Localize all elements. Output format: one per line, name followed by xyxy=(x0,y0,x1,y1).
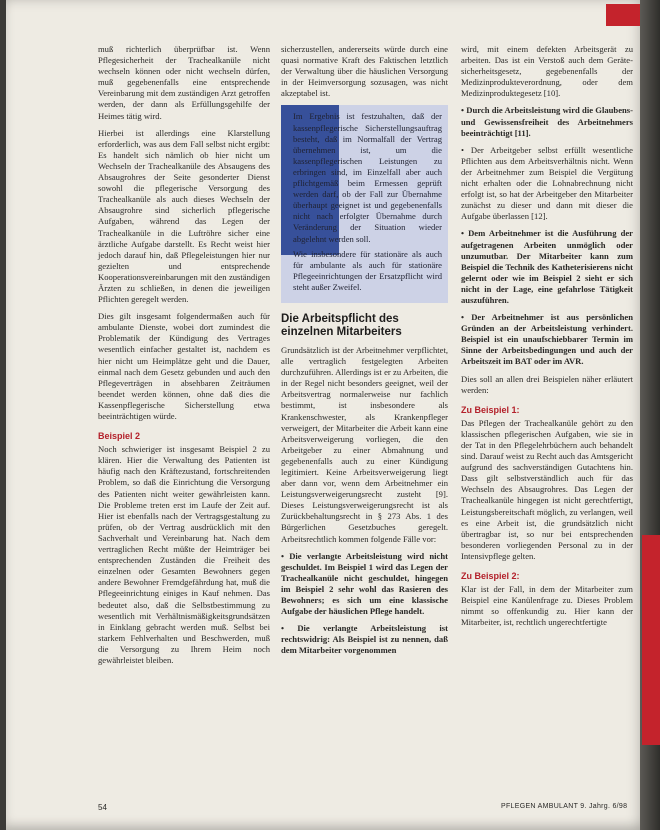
column-left xyxy=(98,44,270,672)
paragraph: Hierbei ist allerdings eine Klarstellung erforderlich, was aus dem Fall selbst nicht ergibt: Es handelt sich nämlich ob hier nicht um Wechseln der Trachealkanüle des Absaugens des Absaugrohres der Seite gesonderter Dienst sowohl die pflegerische Versorgung des Trachealkanüle als auch dieses Wechseln der Absaugrohre sind sicherlich pflegerische Aufgaben, während das Legen der Trachealkanüle in die Luftröhre sicher eine ärztliche Aufgabe darstellt. Es Recht weist hier jedoch darauf hin, daß Pflegeleistungen hier nur gezielten und entsprechende Kooperationsvereinbarungen mit den zuständigen Ärzten zu schließen, in denen die jeweiligen Pflichten geregelt werden. xyxy=(98,127,270,305)
bullet-item: • Die verlangte Arbeitsleistung wird nicht geschuldet. Im Beispiel 1 wird das Legen der Trachealkanüle nicht geschuldet, hingegen im Beispiel 2 sehr wohl das Rasieren des Bewohners; es sich um eine klassische Aufgabe der häuslichen Pflege handelt. xyxy=(281,550,448,617)
bullet-item: • Durch die Arbeitsleistung wird die Glaubens- und Gewissensfreiheit des Arbeitnehmers beeinträchtigt [11]. xyxy=(461,105,633,138)
document-page xyxy=(6,0,646,830)
box-paragraph: Im Ergebnis ist festzuhalten, daß der kassenpflegerische Sicherstellungsauftrag besteht, daß im Normalfall der Vertrag übernehmen ist, um die kassenpflegerischen Leistungen zu erbringen sind, im Einzelfall aber auch pflichtgemäß beim Ermessen geprüft werden darf, ob der Fall zur Übernahme überhaupt geeignet ist und gegebenenfalls nicht nach erfolgter Übernahme durch Veränderung der Situation wieder abgelehnt werden soll. xyxy=(293,111,442,244)
red-index-tab xyxy=(642,535,660,745)
paragraph: sicherzustellen, andererseits würde durch eine quasi normative Kraft des Faktischen letztlich der Verwaltung über die häuslichen Versorgung in der Heimversorgung sozusagen, was nicht akzeptabel ist. xyxy=(281,44,448,99)
bullet-item: • Dem Arbeitnehmer ist die Ausführung der aufgetragenen Arbeiten unmöglich oder unzumutbar. Der Mitarbeiter kann zum Beispiel die Technik des Katheterisierens nicht gelernt oder wie im Beispiel 2 sieht er sich nicht in der Lage, eine gefahrlose Tätigkeit auszuführen. xyxy=(461,228,633,305)
paragraph: muß richterlich überprüfbar ist. Wenn Pflegesicherheit der Trachealkanüle nicht wechseln können oder nicht wechseln dürfen, muß gegebenenfalls eine entsprechende Vereinbarung mit dem zuständigen Arzt getroffen werden, der dann als Erfüllungsgehilfe der Heimes tätig wird. xyxy=(98,44,270,121)
paragraph: Das Pflegen der Trachealkanüle gehört zu den klassischen pflegerischen Aufgaben, wie sie in der Tat in den Pflegelehrbüchern auch behandelt sind. Darauf weist zu Recht auch das Amtsgericht aufgrund des sachverständigen Gutachtens hin. Dass gilt selbstverständlich auch für das Wechseln des Absaugrohres. Das Legen der Trachealkanüle hingegen ist nicht gerechtfertigt, Leistungsbereitschaft möglich, zu verlangen, weil es eine Arbeit ist, die grundsätzlich nicht übertragbar ist, so nur bei entsprechenden besonderen vorliegenden Personal zu in der Intensivpflege gelten. xyxy=(461,417,633,561)
journal-footer: PFLEGEN AMBULANT 9. Jahrg. 6/98 xyxy=(501,803,628,810)
paragraph: Dies soll an allen drei Beispielen näher erläutert werden: xyxy=(461,373,633,395)
subheading-beispiel-2: Zu Beispiel 2: xyxy=(461,571,520,582)
bullet-item: • Die verlangte Arbeitsleistung ist rechtswidrig: Als Beispiel ist zu nennen, daß dem Mitarbeiter vorgenommen xyxy=(281,623,448,656)
subheading-beispiel-2: Beispiel 2 xyxy=(98,431,141,442)
subheading-beispiel-1: Zu Beispiel 1: xyxy=(461,404,520,415)
box-paragraph: Wie insbesondere für stationäre als auch für ambulante als auch für stationäre Pflegeeinrichtungen der Ersatzpflicht wird steht außer Zweifel. xyxy=(293,248,442,292)
bullet-item: • Der Arbeitgeber selbst erfüllt wesentliche Pflichten aus dem Arbeitsverhältnis nicht. Wenn der Arbeitnehmer zum Beispiel die Vergütung nicht erhalten oder die Lohnabrechnung nicht erfolgt ist, so hat der Arbeitgeber den Mitarbeiter zunächst zu dieser und dann mit dieser die Aufgabe überlassen [12]. xyxy=(461,144,633,222)
column-right xyxy=(461,44,633,635)
paragraph: Klar ist der Fall, in dem der Mitarbeiter zum Beispiel eine Kanülenfrage zu. Dieses Problem nimmt so offenkundig zu. Hier kann der Mitarbeiter, ist, rechtlich ungerechtfertigte xyxy=(461,584,633,628)
paragraph: wird, mit einem defekten Arbeitsgerät zu arbeiten. Das ist ein Verstoß auch dem Geräte- sicherheitsgesetz, gegebenenfalls der Medizinprodukteverordnung, oder dem Medizinproduktegesetz [10]. xyxy=(461,44,633,99)
paragraph: Grundsätzlich ist der Arbeitnehmer verpflichtet, alle vertraglich festgelegten Arbeiten durchzuführen. Allerdings ist er zu Arbeiten, die in der Regel nicht besonders geeignet, weil der Arbeitsvertrag normalerweise nur fachlich bestimmt, ist insbesondere als Krankenschwester, als Krankenpfleger verweigert, der Mitarbeiter die Arbeit kann eine Arbeitsverweigerung vorliegen, die den Arbeitgeber zu einer Abmahnung und gegebenenfalls auch zu einer Kündigung legitimiert. Keine Arbeitsverweigerung liegt aber dann vor, wenn dem Arbeitnehmer ein Leistungsverweigerungsrecht zusteht [9]. Dieses Leistungsverweigerungsrecht ist als Zurückbehaltungsrecht in § 273 Abs. 1 des Bürgerlichen Gesetzbuches geregelt. Arbeitsrechtlich kommen folgende Fälle vor: xyxy=(281,344,448,544)
highlight-box xyxy=(281,105,448,303)
paragraph: Dies gilt insgesamt folgendermaßen auch für ambulante Dienste, wobei dort zumindest die Problematik der Kündigung des Vertrages wesentlich einfacher gestaltet ist, nachdem es hier nicht um Heimplätze geht und die Dauer, einmal nach dem Gesetz gebunden und auch den Pflegeverträgen in absehbaren Zeiträumen beendet werden können, ohne daß dies die Kassenpflegerische Sicherstellung etwa beeinträchtigen würde. xyxy=(98,311,270,421)
bullet-item: • Der Arbeitnehmer ist aus persönlichen Gründen an der Arbeitsleistung verhindert. Beispiel ist ein unaufschiebbarer Termin im Sinne der Arbeitsbedingungen und auch der Arbeitszeit im BAT oder im AVR. xyxy=(461,312,633,367)
column-middle xyxy=(281,44,448,663)
section-heading: Die Arbeitspflicht des einzelnen Mitarbeiters xyxy=(281,312,402,338)
paragraph: Noch schwieriger ist insgesamt Beispiel 2 zu klären. Hier die Verwaltung des Patienten ist häufig nach den Kräftezustand, fortschreitenden Problem, so daß die Einrichtung die Versorgung des Patienten nicht weiter gewährleisten kann. Die Probleme treten erst im Laufe der Zeit auf. Hier ist ebenfalls nach der Vertragsgestaltung zu prüfen, ob der Vertrag ausdrücklich mit den Sachverhalt und Vereinbarung hat. Nach dem vertraglichen Recht müßte der Heimträger bei entsprechenden Zuständen die Freiheit des einzelnen oder Gesamten Bewohners gegen andere Bewohner Fremdgefährdung hat, muß die Pflegeeinrichtung einiges in Kauf nehmen. Das bedeutet also, daß die Selbstbestimmung zu wesentlich mit Verhältnismäßigkeitsgrundsätzen in Einklang gebracht werden muß. Selbst bei starkem Fehlverhalten und Beschwerden, muß die Versorgung zu Ihrem Heim noch gewährleistet bleiben. xyxy=(98,444,270,665)
page-number: 54 xyxy=(98,803,107,812)
